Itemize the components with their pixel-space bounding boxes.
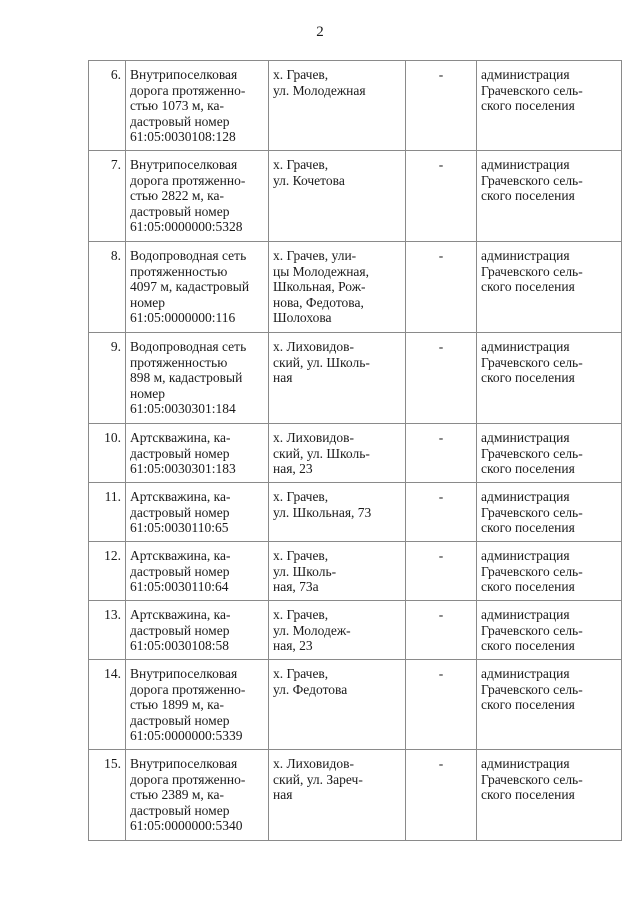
row-number: 12. [89,542,126,601]
object-name: Водопроводная сеть протяженностью 898 м, кадастровый номер 61:05:0030301:184 [126,333,269,424]
empty-value-dash: - [406,601,477,660]
object-owner: администрация Грачевского сель- ского поселения [477,424,622,483]
property-registry-table [88,60,622,841]
object-address: х. Грачев, ул. Кочетова [269,151,406,242]
table-row [89,424,622,483]
object-owner: администрация Грачевского сель- ского поселения [477,542,622,601]
table-row [89,542,622,601]
row-number: 15. [89,750,126,841]
object-address: х. Грачев, ул. Молодеж- ная, 23 [269,601,406,660]
object-owner: администрация Грачевского сель- ского поселения [477,333,622,424]
row-number: 6. [89,61,126,151]
object-address: х. Лиховидов- ский, ул. Школь- ная, 23 [269,424,406,483]
object-owner: администрация Грачевского сель- ского поселения [477,242,622,333]
object-name: Внутрипоселковая дорога протяженно- стью 2822 м, ка- дастровый номер 61:05:0000000:5328 [126,151,269,242]
empty-value-dash: - [406,483,477,542]
object-name: Артскважина, ка- дастровый номер 61:05:0030301:183 [126,424,269,483]
object-address: х. Грачев, ул. Молодежная [269,61,406,151]
table-row [89,333,622,424]
page-number: 2 [316,24,324,40]
empty-value-dash: - [406,750,477,841]
object-owner: администрация Грачевского сель- ского поселения [477,483,622,542]
table-row [89,151,622,242]
empty-value-dash: - [406,660,477,750]
empty-value-dash: - [406,151,477,242]
object-address: х. Грачев, ули- цы Молодежная, Школьная, Рож- нова, Федотова, Шолохова [269,242,406,333]
object-name: Артскважина, ка- дастровый номер 61:05:0030110:65 [126,483,269,542]
table-row [89,601,622,660]
empty-value-dash: - [406,333,477,424]
empty-value-dash: - [406,242,477,333]
registry-body [89,61,622,841]
row-number: 7. [89,151,126,242]
object-name: Водопроводная сеть протяженностью 4097 м, кадастровый номер 61:05:0000000:116 [126,242,269,333]
row-number: 9. [89,333,126,424]
row-number: 8. [89,242,126,333]
object-address: х. Лиховидов- ский, ул. Зареч- ная [269,750,406,841]
object-name: Внутрипоселковая дорога протяженно- стью 1899 м, ка- дастровый номер 61:05:0000000:5339 [126,660,269,750]
object-owner: администрация Грачевского сель- ского поселения [477,601,622,660]
object-owner: администрация Грачевского сель- ского поселения [477,660,622,750]
table-row [89,660,622,750]
object-owner: администрация Грачевского сель- ского поселения [477,750,622,841]
object-name: Артскважина, ка- дастровый номер 61:05:0030108:58 [126,601,269,660]
table-row [89,483,622,542]
table-row [89,242,622,333]
table-row [89,61,622,151]
object-owner: администрация Грачевского сель- ского поселения [477,151,622,242]
empty-value-dash: - [406,542,477,601]
object-address: х. Грачев, ул. Федотова [269,660,406,750]
row-number: 14. [89,660,126,750]
row-number: 10. [89,424,126,483]
table-row [89,750,622,841]
object-address: х. Лиховидов- ский, ул. Школь- ная [269,333,406,424]
empty-value-dash: - [406,424,477,483]
object-address: х. Грачев, ул. Школь- ная, 73а [269,542,406,601]
row-number: 13. [89,601,126,660]
object-name: Внутрипоселковая дорога протяженно- стью 1073 м, ка- дастровый номер 61:05:0030108:128 [126,61,269,151]
row-number: 11. [89,483,126,542]
object-name: Внутрипоселковая дорога протяженно- стью 2389 м, ка- дастровый номер 61:05:0000000:5340 [126,750,269,841]
object-name: Артскважина, ка- дастровый номер 61:05:0030110:64 [126,542,269,601]
object-owner: администрация Грачевского сель- ского поселения [477,61,622,151]
object-address: х. Грачев, ул. Школьная, 73 [269,483,406,542]
empty-value-dash: - [406,61,477,151]
